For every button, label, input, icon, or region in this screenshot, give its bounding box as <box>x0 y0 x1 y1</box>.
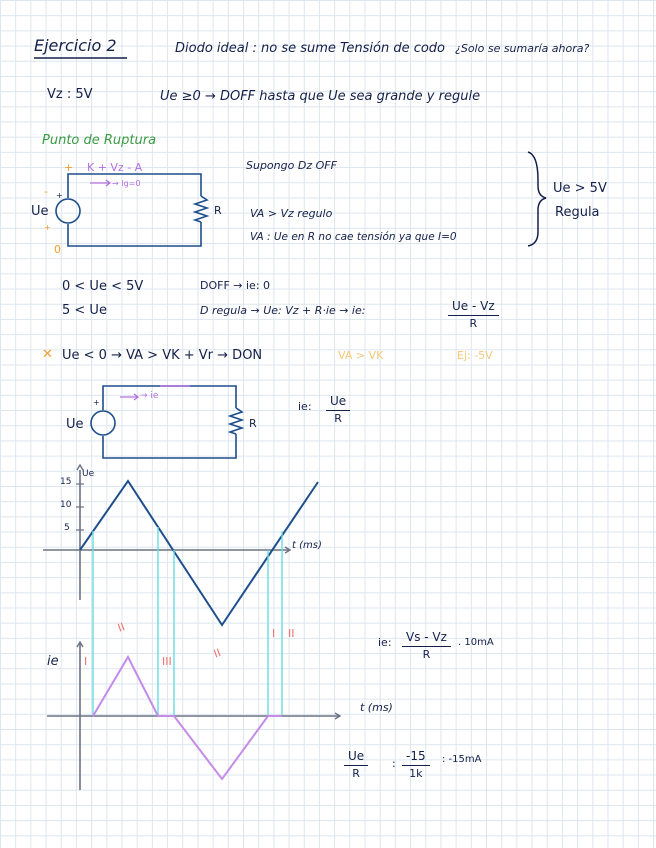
circuit-2-formula-prefix: ie: <box>298 400 312 413</box>
region-label-c: III <box>162 655 172 668</box>
circuit-1-current-label: → Ig=0 <box>112 179 141 188</box>
graph-1-y-label: Ue <box>82 469 95 479</box>
region-label-a: I <box>84 655 88 668</box>
formula-2-left <box>344 750 368 780</box>
formula-1-num: Vs - Vz <box>402 631 451 647</box>
circuit-1-source <box>56 199 80 223</box>
zener-voltage: Vz : 5V <box>47 87 93 102</box>
circuit-1-resistor <box>195 196 207 222</box>
graph-1-y-tick-5: 5 <box>64 523 70 533</box>
circuit-1-plus-lower: + <box>44 223 51 232</box>
region-label-b: II <box>115 620 127 635</box>
circuit-2-top-wire <box>103 386 236 410</box>
circuit-1-zero: 0 <box>54 243 61 256</box>
circuit-1-plus-left: + <box>56 191 63 200</box>
conclusion-line-1: Ue > 5V <box>553 181 607 196</box>
formula-2-eq: : <box>392 757 396 770</box>
case-2-fraction-den: R <box>469 317 478 331</box>
case-2-range: 5 < Ue <box>62 303 107 318</box>
breakdown-note-1: Supongo Dz OFF <box>246 159 337 172</box>
circuit-1-source-label: Ue <box>31 204 49 219</box>
circuit-2-source-label: Ue <box>66 417 84 432</box>
exercise-title: Ejercicio 2 <box>34 36 117 55</box>
circuit-1-plus-top: + <box>64 161 74 174</box>
case-1-result: DOFF → ie: 0 <box>200 279 271 292</box>
graph-1-x-label: t (ms) <box>292 540 322 551</box>
diode-note: Diodo ideal : no se sume Tensión de codo <box>175 41 446 56</box>
circuit-2-plus: + <box>93 398 100 407</box>
negative-pale-note-1: VA > VK <box>338 349 384 362</box>
graph-2-axes <box>47 642 340 790</box>
circuit-2-current-label: → ie <box>140 391 159 401</box>
graph-2-y-label: ie <box>47 654 59 669</box>
formula-1-result: . 10mA <box>458 637 494 648</box>
negative-pale-note-2: Ej: -5V <box>457 349 493 362</box>
case-2-result: D regula → Ue: Vz + R·ie → ie: <box>200 304 366 317</box>
circuit-2-source <box>91 411 115 435</box>
graph-2-x-label: t (ms) <box>360 701 393 714</box>
formula-1-den: R <box>422 648 431 662</box>
formula-2-result: : -15mA <box>442 754 482 765</box>
circuit-1-resistor-label: R <box>214 204 222 217</box>
region-label-e: I <box>272 627 276 640</box>
circuit-1-diode-label: K + Vz - A <box>87 161 143 174</box>
question-note: ¿Solo se sumaría ahora? <box>455 42 590 55</box>
breakdown-note-3: VA : Ue en R no cae tensión ya que I=0 <box>250 231 457 243</box>
circuit-2-formula-num: Ue <box>326 395 350 411</box>
formula-2-num-2: -15 <box>402 750 430 766</box>
graph-1-y-tick-10: 10 <box>60 500 72 510</box>
negative-marker: ✕ <box>42 347 53 362</box>
formula-2-den-2: 1k <box>409 767 423 781</box>
circuit-2-bottom-wire <box>103 434 236 458</box>
case-2-fraction <box>448 300 499 330</box>
circuit-2-resistor <box>230 408 242 434</box>
circuit-2 <box>91 386 242 458</box>
conclusion-line-2: Regula <box>555 205 600 220</box>
circuit-2-resistor-label: R <box>249 417 257 430</box>
circuit-1-bottom-wire <box>68 222 201 246</box>
breakdown-heading: Punto de Ruptura <box>42 133 157 148</box>
formula-2-den: R <box>352 767 360 781</box>
circuit-1-minus-left: - <box>44 185 48 198</box>
case-2-fraction-num: Ue - Vz <box>448 300 499 316</box>
formula-2-num: Ue <box>344 750 368 766</box>
behaviour-note: Ue ≥0 → DOFF hasta que Ue sea grande y regule <box>160 89 481 104</box>
formula-1-prefix: ie: <box>378 636 392 649</box>
circuit-2-formula-den: R <box>334 412 342 426</box>
negative-case: Ue < 0 → VA > VK + Vr → DON <box>62 348 263 363</box>
breakdown-note-2: VA > Vz regulo <box>250 207 333 220</box>
region-label-d: II <box>211 646 223 661</box>
case-1-range: 0 < Ue < 5V <box>62 279 144 294</box>
conclusion-brace <box>528 152 546 246</box>
region-label-f: II <box>288 627 295 640</box>
formula-2-right <box>402 750 430 780</box>
circuit-2-formula <box>326 395 350 425</box>
graph-1-y-tick-15: 15 <box>60 477 72 487</box>
formula-1 <box>402 631 451 661</box>
output-current-wave <box>93 657 282 779</box>
